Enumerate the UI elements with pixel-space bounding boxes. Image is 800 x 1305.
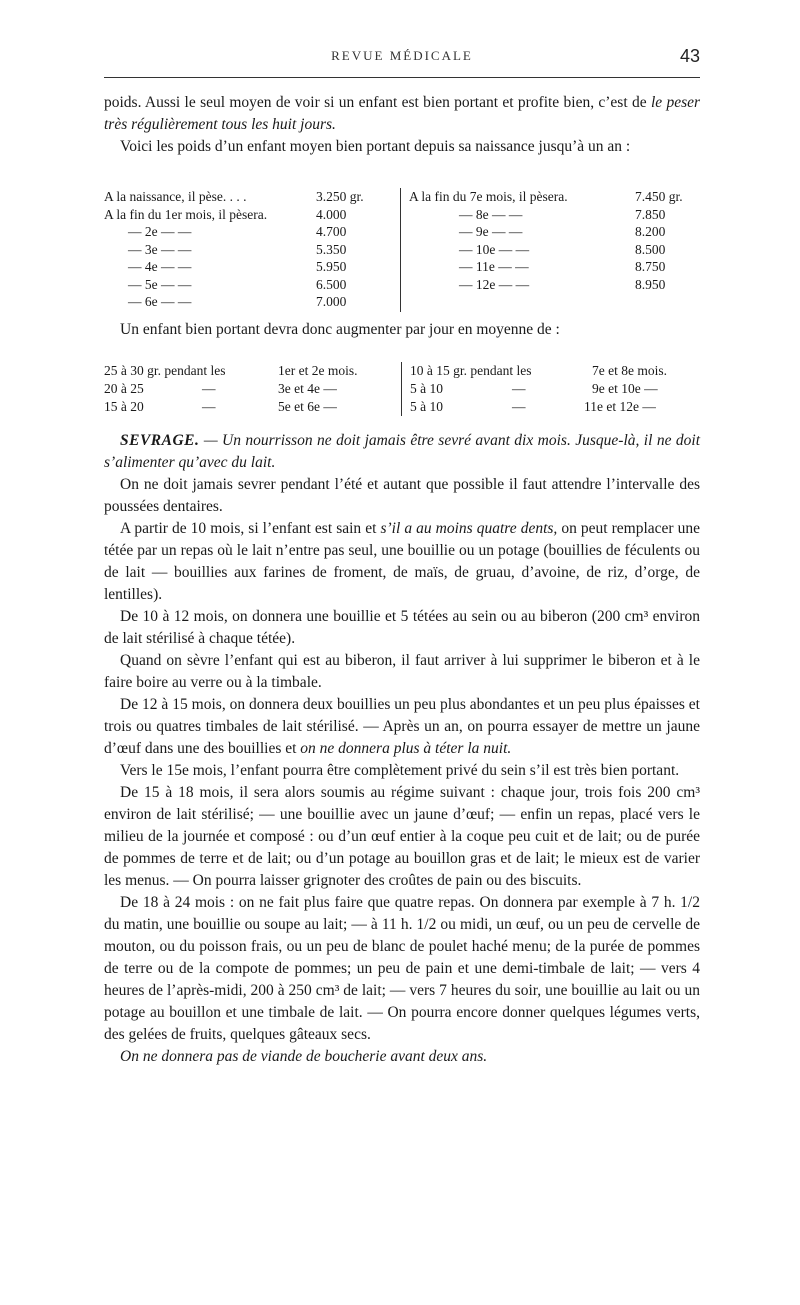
weight-row xyxy=(409,258,709,276)
weight-label: — 12e — — xyxy=(459,276,530,292)
sevrage-paragraph: Quand on sèvre l’enfant qui est au biberon, il faut arriver à lui supprimer le biberon et à le faire boire au verre ou à la timbale. xyxy=(104,652,700,691)
weights-left-column xyxy=(104,188,396,311)
right-amount: 5 à 10 xyxy=(410,399,443,414)
right-months: 11e et 12e — xyxy=(584,399,656,414)
left-months: 5e et 6e — xyxy=(278,399,337,414)
right-dash: — xyxy=(512,399,526,414)
weight-label: — 3e — — xyxy=(128,241,192,257)
weight-row xyxy=(104,293,396,311)
daily-row xyxy=(104,398,700,416)
weight-label: — 6e — — xyxy=(128,294,192,309)
weight-row xyxy=(104,258,396,276)
intro-italic: le peser très régulièrement tous les huit jours. xyxy=(104,94,701,133)
weight-label: — 8e — — xyxy=(459,206,523,222)
sevrage-text-span: on peut remplacer une tétée par un repas où le lait n’entre pas seul, une bouillie ou un potage (bouillies de féculents ou de lait — bouillies aux farines de froment, de maïs, de gruau, d’avoine, de riz, d’orge, de lentilles). xyxy=(104,520,701,603)
weight-row xyxy=(409,206,709,224)
sevrage-paragraph xyxy=(104,518,700,606)
weight-value: 8.500 xyxy=(635,241,666,257)
weight-value: 8.950 xyxy=(635,276,666,292)
weight-value: 4.000 xyxy=(316,206,347,222)
weight-row xyxy=(104,206,396,224)
sevrage-heading-paragraph xyxy=(104,430,700,474)
weight-label: A la naissance, il pèse. . . . xyxy=(104,189,247,204)
sevrage-italic: on ne donnera plus à téter la nuit. xyxy=(300,740,512,757)
sevrage-paragraph xyxy=(104,694,700,760)
sevrage-text-span: A partir de 10 mois, si l’enfant est sain et xyxy=(120,520,377,537)
weight-value: 7.000 xyxy=(316,294,347,309)
weight-value: 8.750 xyxy=(635,259,666,274)
page-header xyxy=(104,46,700,72)
weight-label: — 4e — — xyxy=(128,259,192,274)
daily-gain-intro-block xyxy=(104,319,700,341)
weight-label: A la fin du 7e mois, il pèsera. xyxy=(409,189,568,204)
weight-row xyxy=(409,188,709,206)
weight-label: — 10e — — xyxy=(459,241,530,257)
weight-value: 4.700 xyxy=(316,224,347,239)
weight-value: 8.200 xyxy=(635,224,666,239)
weight-row xyxy=(104,188,396,206)
running-title: REVUE MÉDICALE xyxy=(331,48,473,63)
weight-row xyxy=(104,276,396,294)
daily-row xyxy=(104,380,700,398)
sevrage-heading: SEVRAGE. xyxy=(120,432,200,449)
weights-right-column xyxy=(400,188,709,312)
right-months: 7e et 8e mois. xyxy=(592,363,667,378)
weight-row xyxy=(409,241,709,259)
left-dash: — xyxy=(202,381,216,396)
sevrage-paragraph: De 18 à 24 mois : on ne fait plus faire que quatre repas. On donnera par exemple à 7 h. 1/2 du matin, une bouillie ou soupe au lait; — à 11 h. 1/2 ou midi, un œuf, ou un peu de cervelle de mouton, ou du poisson frais, ou un peu de blanc de poulet haché menu; de la purée de pommes de terre ou de la compote de pommes; un peu de pain et une demi-timbale de lait; — vers 4 heures de l’après-midi, 200 à 250 cm³ de lait; — vers 7 heures du soir, une bouillie au lait ou un potage au bouillon et une timbale de lait. — On pourra encore donner quelques légumes verts, des gelées de fruits, quelques gâteaux secs. xyxy=(104,894,700,1043)
daily-gain-table xyxy=(104,362,700,418)
weights-intro: Voici les poids d’un enfant moyen bien portant depuis sa naissance jusqu’à un an : xyxy=(120,138,631,155)
sevrage-paragraph: De 15 à 18 mois, il sera alors soumis au régime suivant : chaque jour, trois fois 200 cm³ environ de lait stérilisé; — une bouillie avec un jaune d’œuf; — enfin un repas, placé vers le milieu de la journée et composé : ou d’un œuf entier à la coque peu cuit et de lait; ou de purée de pommes de terre et de lait; ou d’un potage au bouillon gras et de lait; le mieux est de varier les menus. — On pourra laisser grignoter des croûtes de pain ou des biscuits. xyxy=(104,784,700,889)
right-amount: 5 à 10 xyxy=(410,381,443,396)
page-number: 43 xyxy=(679,46,700,66)
left-dash: — xyxy=(202,399,216,414)
weights-table xyxy=(104,188,700,316)
left-amount: 20 à 25 xyxy=(104,381,144,396)
intro-text xyxy=(104,92,700,158)
weight-row xyxy=(409,276,709,294)
weight-label: — 9e — — xyxy=(459,224,523,239)
daily-row xyxy=(104,362,700,380)
daily-gain-intro: Un enfant bien portant devra donc augmenter par jour en moyenne de : xyxy=(120,321,560,338)
header-rule xyxy=(104,77,700,78)
left-amount: 15 à 20 xyxy=(104,399,144,414)
sevrage-paragraph: On ne doit jamais sevrer pendant l’été et autant que possible il faut attendre l’intervalle des poussées dentaires. xyxy=(104,476,700,515)
weight-label: — 11e — — xyxy=(459,259,529,274)
weight-row xyxy=(104,241,396,259)
sevrage-paragraph: Vers le 15e mois, l’enfant pourra être complètement privé du sein s’il est très bien portant. xyxy=(120,762,680,779)
weight-value: 6.500 xyxy=(316,276,347,292)
left-amount: 25 à 30 gr. pendant les xyxy=(104,363,226,378)
intro-paragraph xyxy=(104,92,700,136)
sevrage-italic: On ne donnera pas de viande de boucherie avant deux ans. xyxy=(120,1048,488,1065)
weight-label: — 5e — — xyxy=(128,276,192,292)
weight-value: 7.850 xyxy=(635,206,666,222)
right-dash: — xyxy=(512,381,526,396)
weight-label: A la fin du 1er mois, il pèsera. xyxy=(104,206,268,222)
right-months: 9e et 10e — xyxy=(592,381,658,396)
sevrage-section xyxy=(104,430,700,1068)
sevrage-paragraph: De 10 à 12 mois, on donnera une bouillie et 5 tétées au sein ou au biberon (200 cm³ environ de lait stérilisé à chaque tétée). xyxy=(104,608,700,647)
weight-row xyxy=(409,223,709,241)
right-amount: 10 à 15 gr. pendant les xyxy=(410,363,532,378)
sevrage-italic: s’il a au moins quatre dents, xyxy=(380,520,558,537)
weight-value: 3.250 gr. xyxy=(316,189,364,204)
left-months: 1er et 2e mois. xyxy=(278,363,358,378)
sevrage-closing xyxy=(104,1046,700,1068)
sevrage-text-span: De 12 à 15 mois, on donnera deux bouillies un peu plus abondantes et un peu plus épaisses et trois ou quatres timbales de lait stérilisé. — Après un an, on pourra essayer de mettre un jaune d’œuf dans une des bouillies et xyxy=(104,696,700,757)
sevrage-heading-text: — Un nourrisson ne doit jamais être sevré avant dix mois. Jusque-là, il ne doit s’alimenter qu’avec du lait. xyxy=(104,432,700,471)
weight-row xyxy=(104,223,396,241)
left-months: 3e et 4e — xyxy=(278,381,337,396)
weight-value: 5.350 xyxy=(316,241,347,257)
weight-value: 5.950 xyxy=(316,259,347,274)
weight-label: — 2e — — xyxy=(128,224,192,239)
intro-text-span: poids. Aussi le seul moyen de voir si un enfant est bien portant et profite bien, c’est de xyxy=(104,94,647,111)
weight-value: 7.450 gr. xyxy=(635,189,683,204)
